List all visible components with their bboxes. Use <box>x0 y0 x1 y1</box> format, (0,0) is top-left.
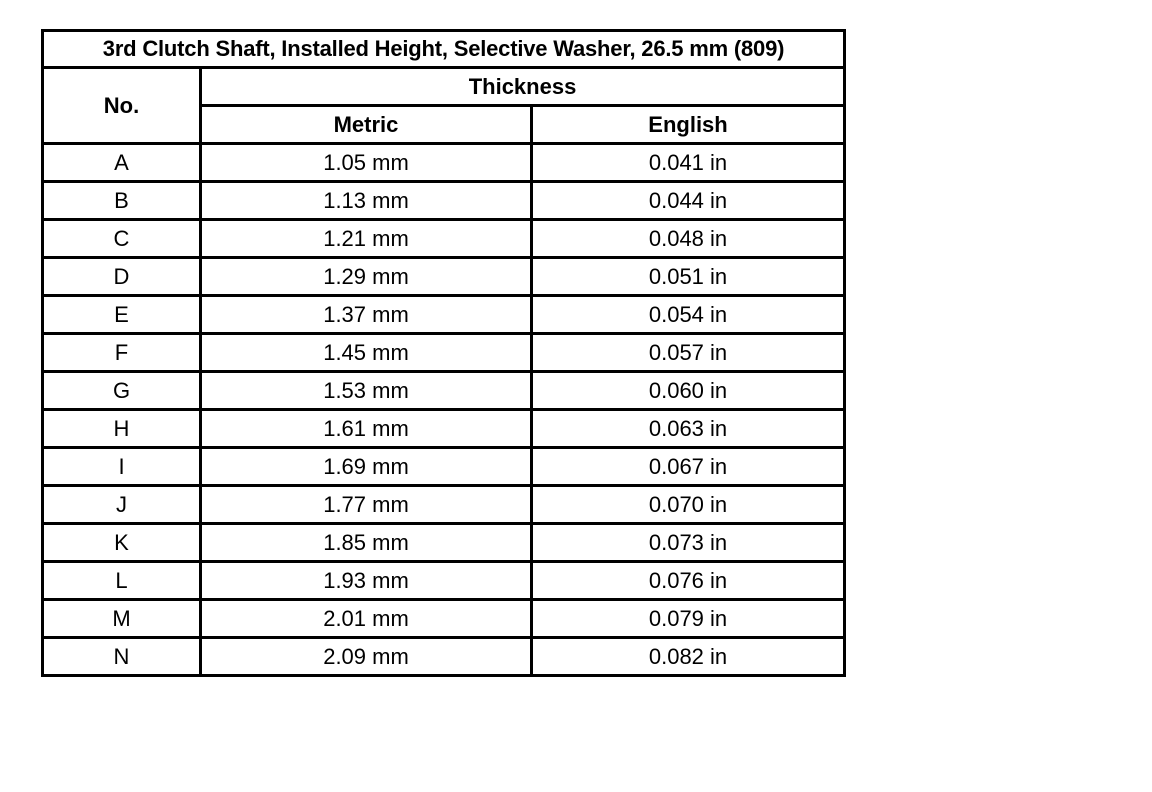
table-row <box>43 562 845 600</box>
table-row <box>43 524 845 562</box>
cell-english: 0.044 in <box>532 182 845 220</box>
cell-no: B <box>43 182 201 220</box>
header-row-1 <box>43 68 845 106</box>
cell-no: H <box>43 410 201 448</box>
cell-english: 0.073 in <box>532 524 845 562</box>
cell-english: 0.041 in <box>532 144 845 182</box>
table-row <box>43 182 845 220</box>
column-header-metric: Metric <box>201 106 532 144</box>
cell-metric: 1.29 mm <box>201 258 532 296</box>
cell-english: 0.082 in <box>532 638 845 676</box>
cell-no: L <box>43 562 201 600</box>
title-row <box>43 31 845 68</box>
cell-metric: 1.37 mm <box>201 296 532 334</box>
table-row <box>43 296 845 334</box>
cell-no: D <box>43 258 201 296</box>
cell-no: K <box>43 524 201 562</box>
cell-metric: 1.77 mm <box>201 486 532 524</box>
cell-metric: 1.05 mm <box>201 144 532 182</box>
table-row <box>43 448 845 486</box>
cell-english: 0.070 in <box>532 486 845 524</box>
table-row <box>43 258 845 296</box>
table-body <box>43 144 845 676</box>
cell-english: 0.079 in <box>532 600 845 638</box>
column-header-no: No. <box>43 68 201 144</box>
cell-no: F <box>43 334 201 372</box>
cell-metric: 1.45 mm <box>201 334 532 372</box>
table-row <box>43 144 845 182</box>
table-title: 3rd Clutch Shaft, Installed Height, Selective Washer, 26.5 mm (809) <box>43 31 845 68</box>
cell-no: G <box>43 372 201 410</box>
cell-no: N <box>43 638 201 676</box>
table-row <box>43 600 845 638</box>
table-row <box>43 410 845 448</box>
selective-washer-table <box>41 29 846 677</box>
cell-english: 0.054 in <box>532 296 845 334</box>
cell-english: 0.067 in <box>532 448 845 486</box>
cell-metric: 1.13 mm <box>201 182 532 220</box>
cell-english: 0.063 in <box>532 410 845 448</box>
cell-english: 0.057 in <box>532 334 845 372</box>
cell-metric: 1.21 mm <box>201 220 532 258</box>
table-row <box>43 334 845 372</box>
cell-no: J <box>43 486 201 524</box>
cell-metric: 2.09 mm <box>201 638 532 676</box>
cell-metric: 2.01 mm <box>201 600 532 638</box>
cell-metric: 1.61 mm <box>201 410 532 448</box>
cell-english: 0.048 in <box>532 220 845 258</box>
table-row <box>43 372 845 410</box>
cell-metric: 1.93 mm <box>201 562 532 600</box>
column-header-english: English <box>532 106 845 144</box>
cell-no: M <box>43 600 201 638</box>
cell-no: C <box>43 220 201 258</box>
column-header-thickness: Thickness <box>201 68 845 106</box>
table-header <box>43 31 845 144</box>
cell-metric: 1.85 mm <box>201 524 532 562</box>
table-row <box>43 486 845 524</box>
table-row <box>43 638 845 676</box>
cell-no: E <box>43 296 201 334</box>
table-row <box>43 220 845 258</box>
cell-english: 0.051 in <box>532 258 845 296</box>
cell-english: 0.060 in <box>532 372 845 410</box>
cell-metric: 1.69 mm <box>201 448 532 486</box>
cell-no: I <box>43 448 201 486</box>
cell-english: 0.076 in <box>532 562 845 600</box>
cell-metric: 1.53 mm <box>201 372 532 410</box>
cell-no: A <box>43 144 201 182</box>
